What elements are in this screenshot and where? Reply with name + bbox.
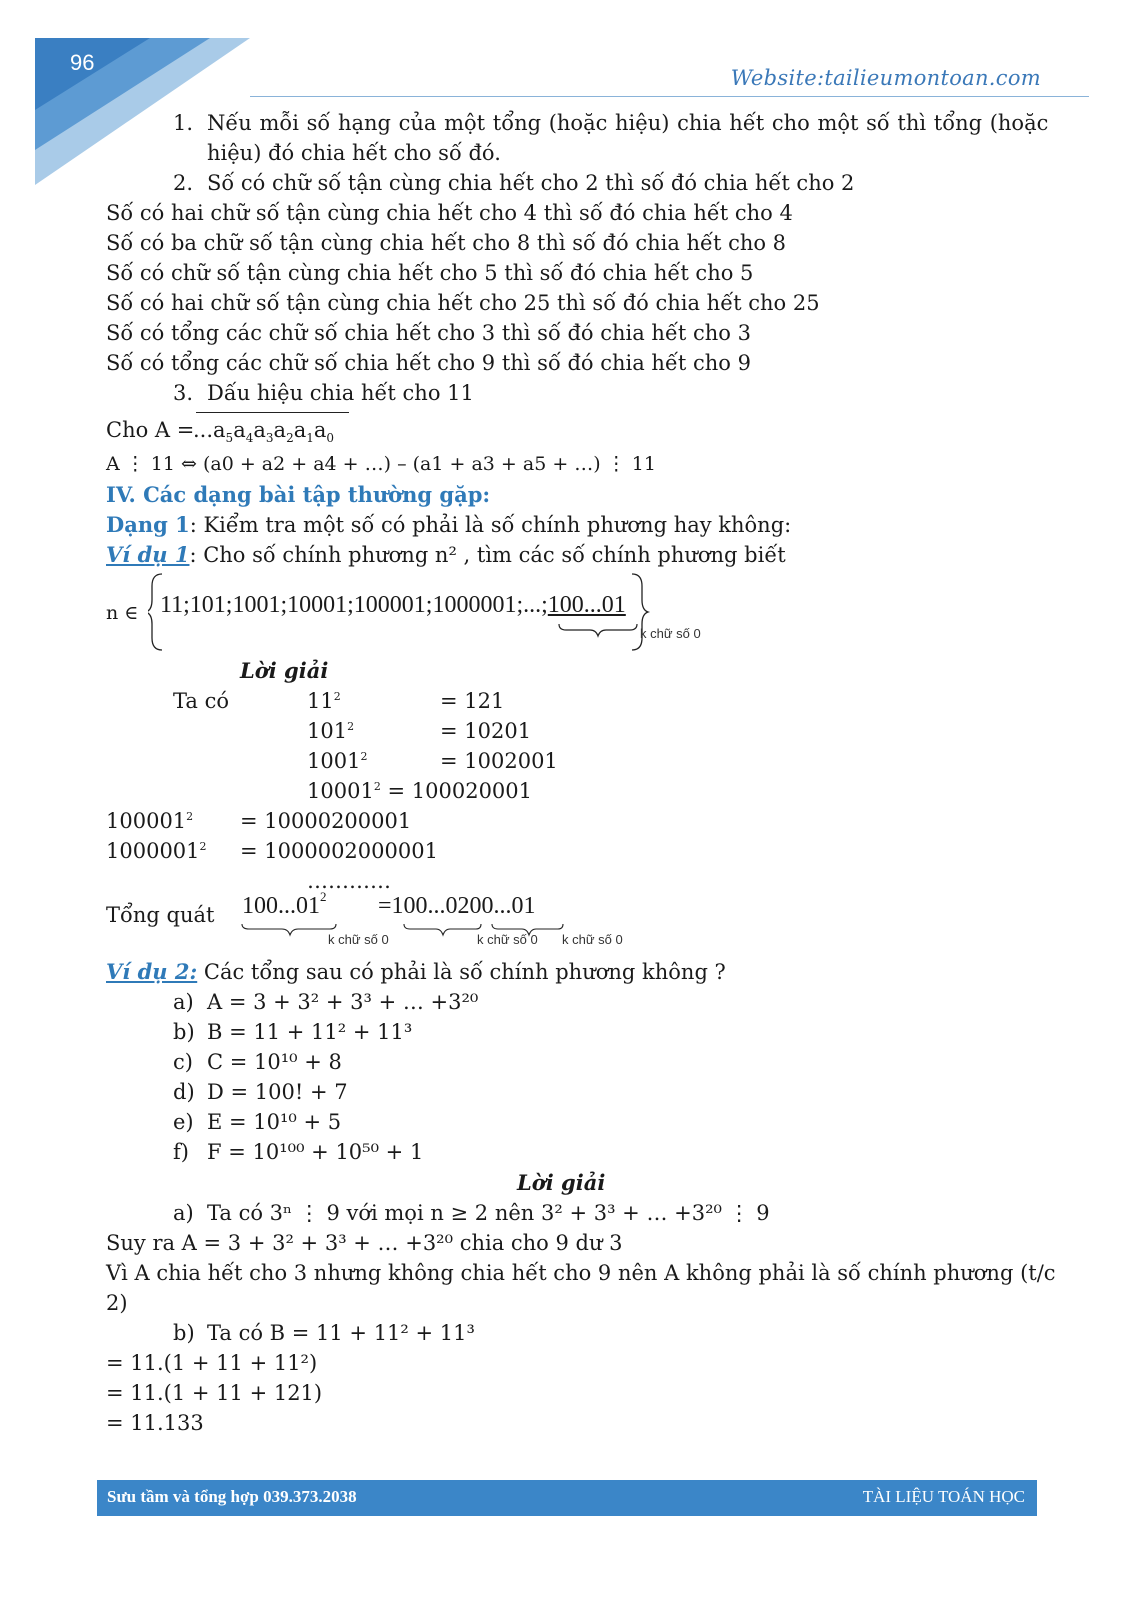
k-label: k chữ số 0 — [328, 932, 389, 947]
k-label: k chữ số 0 — [562, 932, 623, 947]
square-rhs: = 1002001 — [440, 749, 558, 773]
rule-1-number: 1. — [173, 111, 194, 135]
set-brace-label: k chữ số 0 — [640, 626, 701, 641]
square-lhs: 100001$^2$ — [106, 809, 194, 833]
section-title: IV. Các dạng bài tập thường gặp: — [106, 482, 491, 507]
item-value: A = 3 + 3² + 3³ + … +3²⁰ — [207, 990, 479, 1014]
sol-a-label: a) — [173, 1201, 194, 1225]
ta-co-label: Ta có — [173, 689, 229, 713]
item-value: E = 10¹⁰ + 5 — [207, 1110, 342, 1134]
example-2-text: Các tổng sau có phải là số chính phương không ? — [197, 960, 726, 984]
general-lhs: 100...01$^2$ — [242, 889, 327, 919]
rule-line: Số có ba chữ số tận cùng chia hết cho 8 thì số đó chia hết cho 8 — [106, 231, 787, 255]
square-rhs: = 10201 — [440, 719, 532, 743]
item-value: C = 10¹⁰ + 8 — [207, 1050, 342, 1074]
rule-line: Số có tổng các chữ số chia hết cho 9 thì số đó chia hết cho 9 — [106, 351, 751, 375]
rule-2-number: 2. — [173, 171, 194, 195]
overline — [196, 412, 349, 413]
item-key: a) — [173, 990, 194, 1014]
item-value: F = 10¹⁰⁰ + 10⁵⁰ + 1 — [207, 1140, 424, 1164]
item-key: c) — [173, 1050, 193, 1074]
example-1-text: : Cho số chính phương n² , tìm các số chính phương biết — [189, 543, 786, 567]
k-label: k chữ số 0 — [477, 932, 538, 947]
dang-1 — [106, 510, 791, 540]
dang-1-text: : Kiểm tra một số có phải là số chính phương hay không: — [189, 513, 792, 537]
set-elements: 11;101;1001;10001;100001;1000001;...; — [160, 592, 548, 618]
square-lhs: $11^2$ — [307, 689, 341, 713]
example-2 — [106, 957, 726, 987]
rule-3-text: Dấu hiệu chia hết cho 11 — [207, 381, 474, 405]
square-rhs: = 1000002000001 — [240, 839, 438, 863]
website-label: Website:tailieumontoan.com — [730, 66, 1041, 90]
square-lhs: 1001$^2$ — [307, 749, 368, 773]
rule-2-text: Số có chữ số tận cùng chia hết cho 2 thì số đó chia hết cho 2 — [207, 171, 855, 195]
example-2-label: Ví dụ 2: — [106, 959, 198, 984]
square-rhs: = 121 — [440, 689, 505, 713]
header-rule — [250, 96, 1089, 97]
item-value: B = 11 + 11² + 11³ — [207, 1020, 413, 1044]
item-value: D = 100! + 7 — [207, 1080, 348, 1104]
item-key: f) — [173, 1140, 189, 1164]
rule-line: Số có hai chữ số tận cùng chia hết cho 4 thì số đó chia hết cho 4 — [106, 201, 793, 225]
page-number: 96 — [70, 50, 95, 75]
rule-1-line-2: hiệu) đó chia hết cho số đó. — [207, 141, 501, 165]
footer-left-text: Sưu tầm và tổng hợp 039.373.2038 — [107, 1487, 357, 1506]
sol-a-text: Ta có 3ⁿ ⋮ 9 với mọi n ≥ 2 nên 3² + 3³ + … +3²⁰ ⋮ 9 — [207, 1201, 770, 1225]
item-key: e) — [173, 1110, 194, 1134]
example-1 — [106, 540, 786, 570]
solution-2-heading: Lời giải — [517, 1170, 606, 1195]
set-content — [160, 592, 626, 619]
item-key: d) — [173, 1080, 195, 1104]
conclusion-a-1: Vì A chia hết cho 3 nhưng không chia hết cho 9 nên A không phải là số chính phương (t/c — [106, 1261, 1056, 1285]
suy-ra: Suy ra A = 3 + 3² + 3³ + … +3²⁰ chia cho 9 dư 3 — [106, 1231, 623, 1255]
rule-line: Số có chữ số tận cùng chia hết cho 5 thì số đó chia hết cho 5 — [106, 261, 754, 285]
set-prefix: n ∈ — [106, 602, 139, 624]
cho-a-label: Cho A = — [106, 418, 195, 442]
square-lhs: $101^2$ — [307, 719, 355, 743]
ellipsis: ………… — [307, 869, 391, 893]
div11-rule: A ⋮ 11 ⇔ (a0 + a2 + a4 + …) – (a1 + a3 + a5 + …) ⋮ 11 — [106, 453, 656, 475]
sol-b-text: Ta có B = 11 + 11² + 11³ — [207, 1321, 475, 1345]
sol-b-label: b) — [173, 1321, 195, 1345]
solution-1-heading: Lời giải — [240, 658, 329, 683]
footer-bar — [97, 1480, 1037, 1516]
footer-right-text: TÀI LIỆU TOÁN HỌC — [862, 1487, 1025, 1506]
rule-line: Số có hai chữ số tận cùng chia hết cho 25 thì số đó chia hết cho 25 — [106, 291, 820, 315]
equals-sign: = — [378, 893, 392, 919]
sol-b-line: = 11.(1 + 11 + 121) — [106, 1381, 323, 1405]
sol-b-line: = 11.(1 + 11 + 11²) — [106, 1351, 318, 1375]
general-label: Tổng quát — [106, 903, 215, 927]
item-key: b) — [173, 1020, 195, 1044]
square-lhs: 1000001$^2$ — [106, 839, 207, 863]
rule-line: Số có tổng các chữ số chia hết cho 3 thì số đó chia hết cho 3 — [106, 321, 751, 345]
general-rhs: =100...0200...01 — [378, 893, 536, 919]
dang-1-label: Dạng 1 — [106, 512, 190, 537]
square-row: 10001$^2$ = 100020001 — [307, 779, 533, 803]
sol-b-line: = 11.133 — [106, 1411, 204, 1435]
rule-3-number: 3. — [173, 381, 194, 405]
a-digits: $...a_5a_4a_3a_2a_1a_0$ — [193, 418, 335, 446]
rule-1-line-1: Nếu mỗi số hạng của một tổng (hoặc hiệu) chia hết cho một số thì tổng (hoặc — [207, 111, 1049, 135]
square-rhs: = 10000200001 — [240, 809, 412, 833]
set-last-element: 100...01 — [547, 592, 626, 618]
example-1-label: Ví dụ 1 — [106, 542, 190, 567]
conclusion-a-2: 2) — [106, 1291, 128, 1315]
